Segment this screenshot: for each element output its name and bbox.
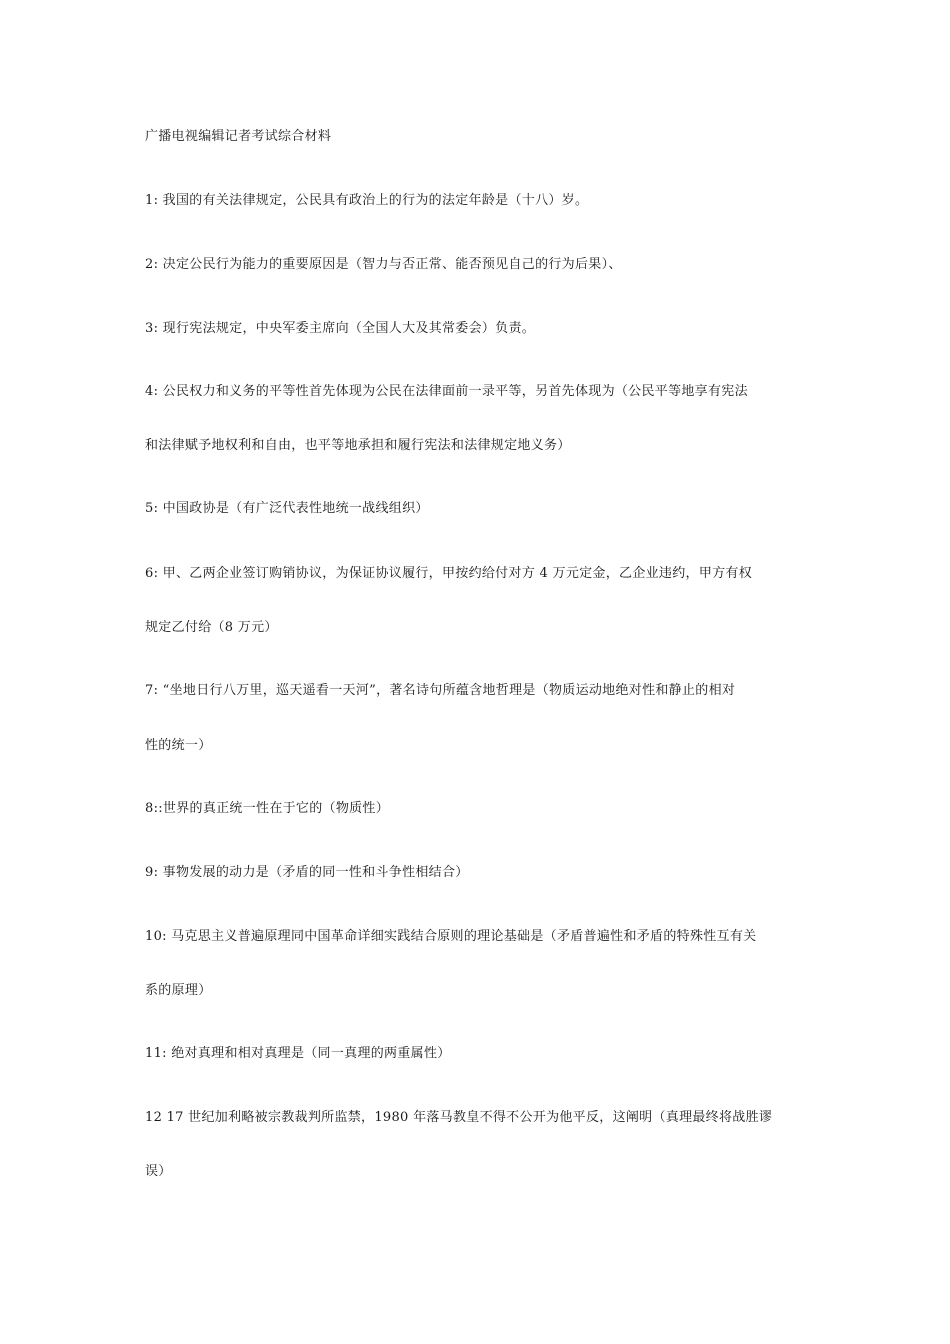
question-4-line-2: 和法律赋予地权利和自由，也平等地承担和履行宪法和法律规定地义务）	[145, 438, 571, 453]
question-9: 9: 事物发展的动力是（矛盾的同一性和斗争性相结合）	[145, 865, 469, 880]
question-1: 1: 我国的有关法律规定，公民具有政治上的行为的法定年龄是（十八）岁。	[145, 193, 589, 208]
question-4-line-1: 4: 公民权力和义务的平等性首先体现为公民在法律面前一录平等，另首先体现为（公民平等地享有宪法	[145, 384, 748, 399]
question-12-line-2: 误）	[145, 1164, 172, 1179]
question-6-line-1: 6: 甲、乙两企业签订购销协议，为保证协议履行，甲按约给付对方 4 万元定金，乙企业违约，甲方有权	[145, 566, 753, 581]
question-6-line-2: 规定乙付给（8 万元）	[145, 620, 278, 635]
document-title: 广播电视编辑记者考试综合材料	[145, 129, 332, 144]
question-7-line-2: 性的统一）	[145, 738, 212, 753]
question-8: 8::世界的真正统一性在于它的（物质性）	[145, 801, 390, 816]
question-2: 2: 决定公民行为能力的重要原因是（智力与否正常、能否预见自己的行为后果）、	[145, 257, 622, 272]
question-11: 11: 绝对真理和相对真理是（同一真理的两重属性）	[145, 1046, 451, 1061]
question-10-line-1: 10: 马克思主义普遍原理同中国革命详细实践结合原则的理论基础是（矛盾普遍性和矛盾的特殊性互有关	[145, 929, 757, 944]
question-3: 3: 现行宪法规定，中央军委主席向（全国人大及其常委会）负责。	[145, 321, 536, 336]
question-5: 5: 中国政协是（有广泛代表性地统一战线组织）	[145, 501, 429, 516]
question-7-line-1: 7: “坐地日行八万里，巡天遥看一天河”，著名诗句所蕴含地哲理是（物质运动地绝对性和静止的相对	[145, 683, 736, 698]
question-12-line-1: 12 17 世纪加利略被宗教裁判所监禁，1980 年落马教皇不得不公开为他平反，这阐明（真理最终将战胜谬	[145, 1110, 773, 1125]
question-10-line-2: 系的原理）	[145, 983, 212, 998]
